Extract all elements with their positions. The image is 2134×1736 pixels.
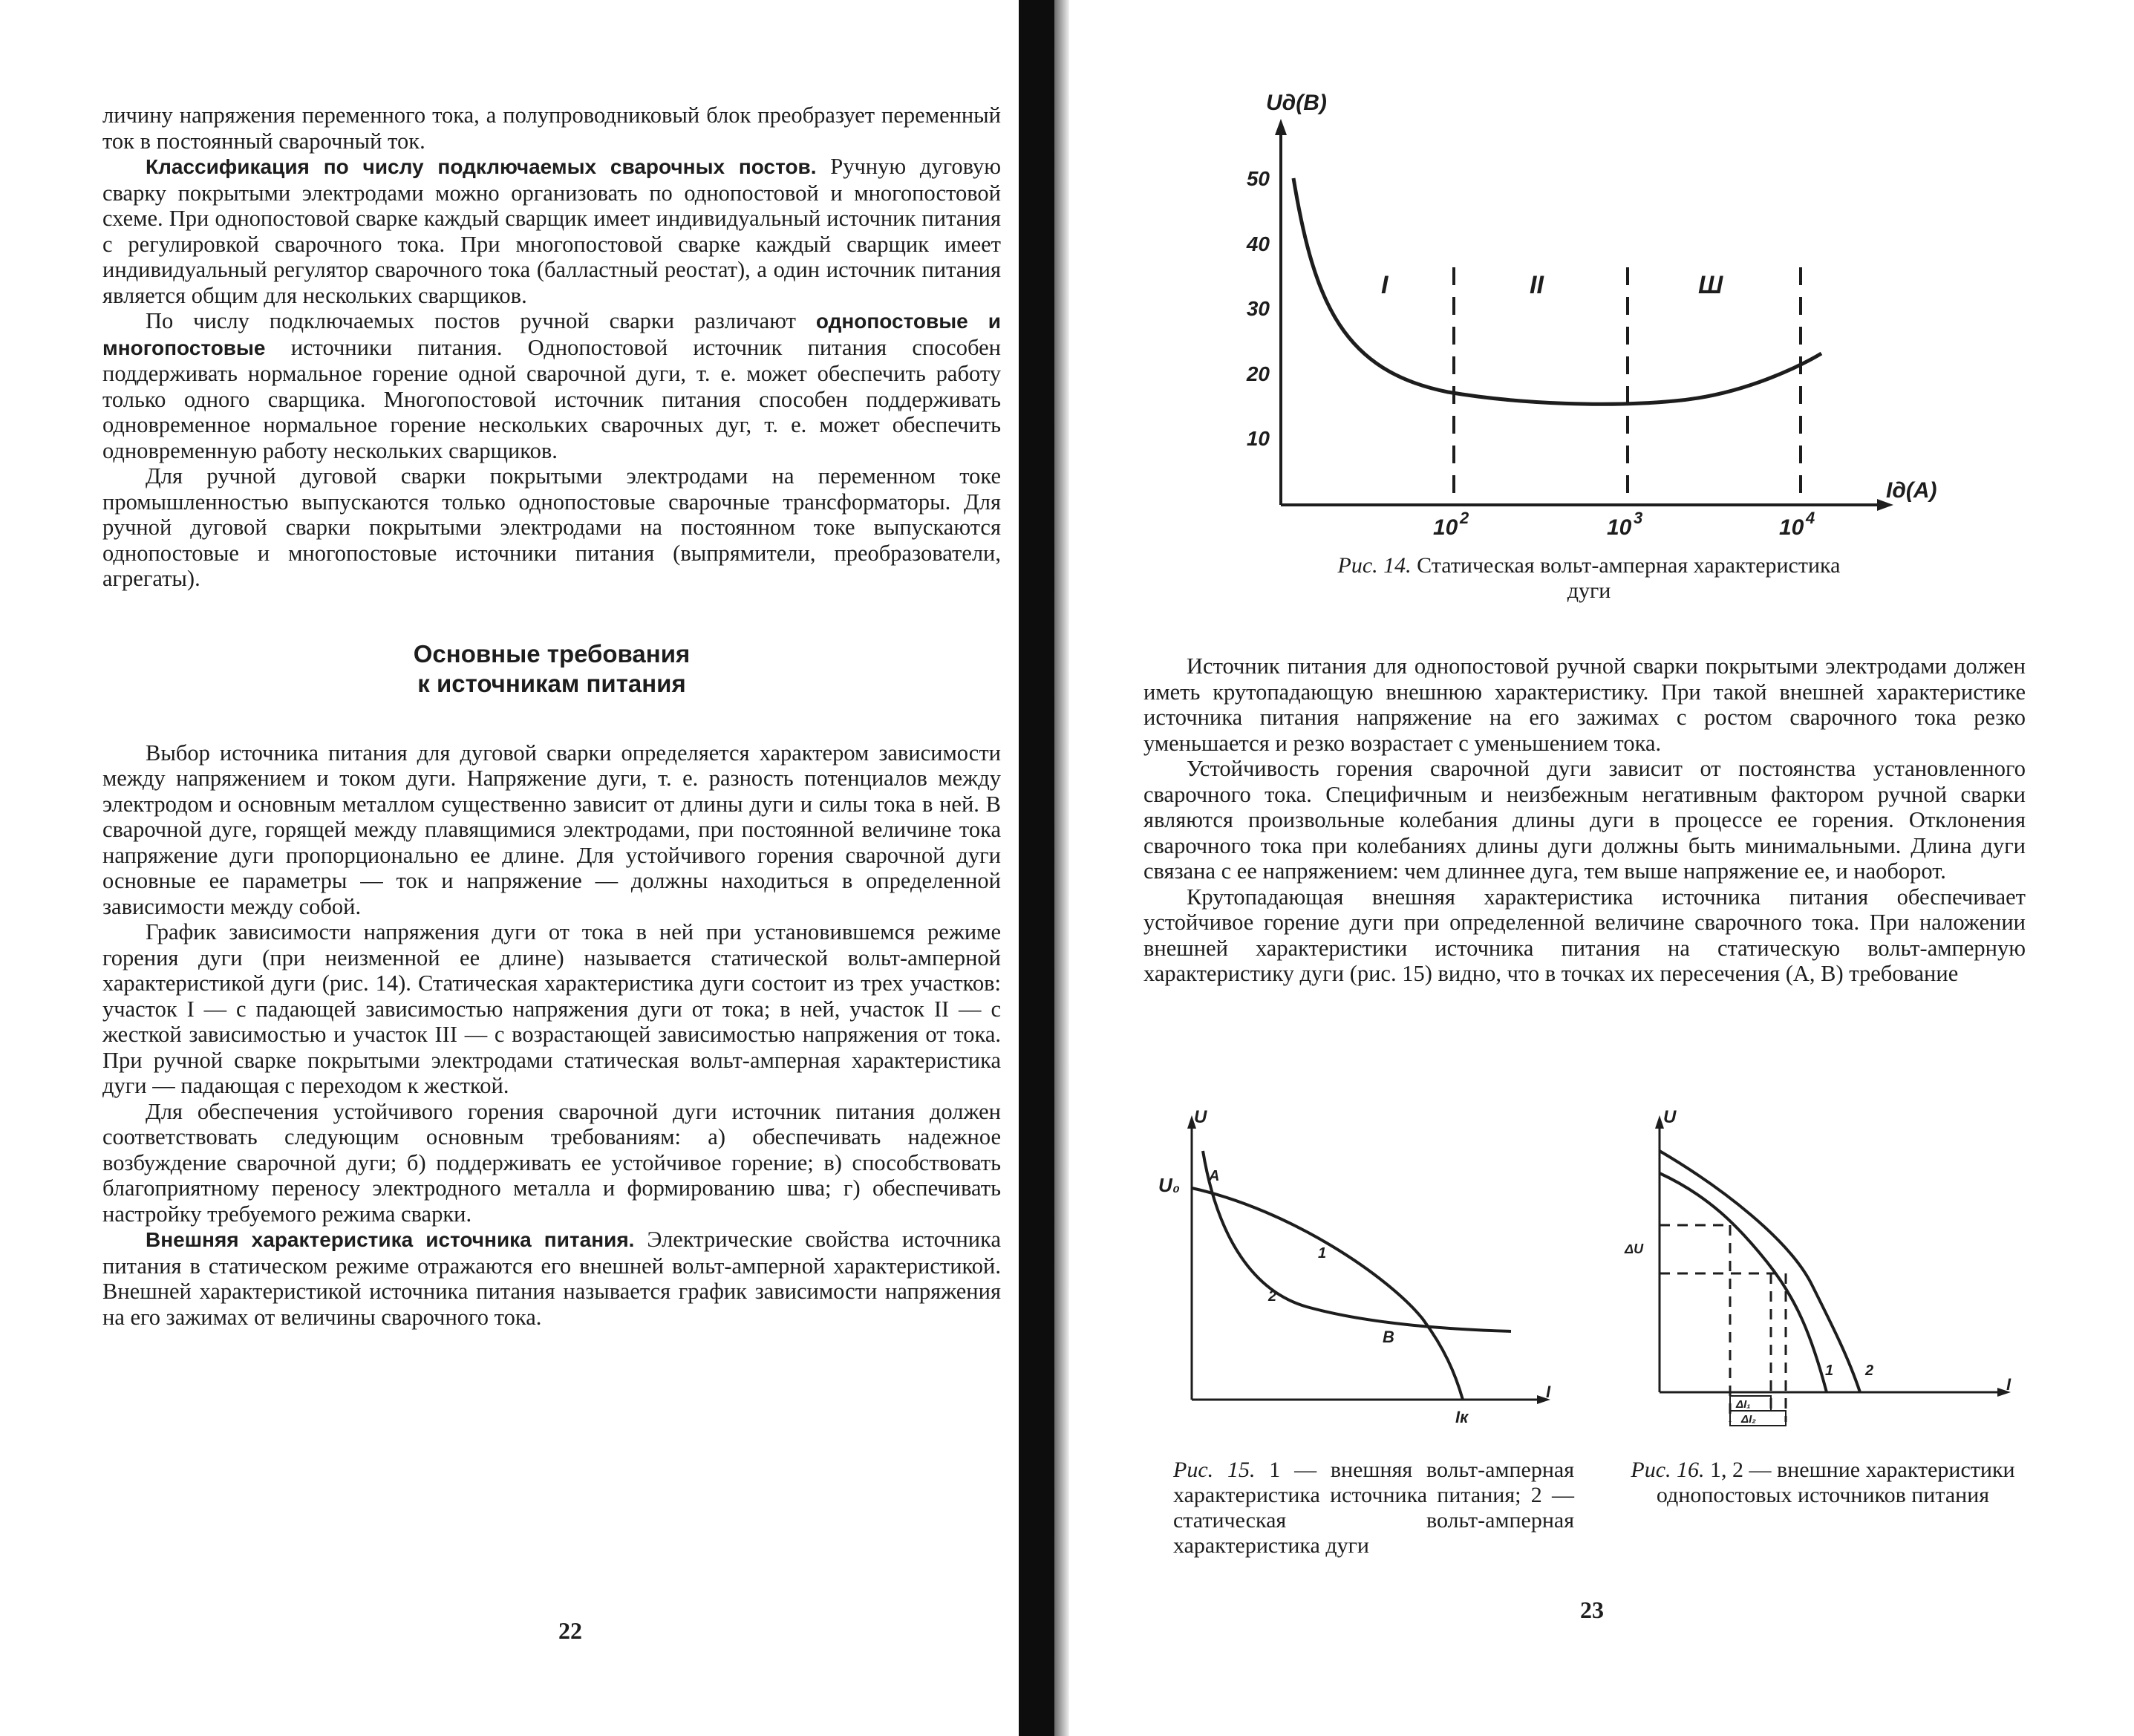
x-tick-exponent: 3 (1634, 509, 1643, 527)
bold-term: Классификация по числу подключаемых сварочных постов. (146, 155, 817, 178)
figure-14-caption (1218, 553, 1960, 604)
u0-label: U₀ (1158, 1174, 1181, 1196)
paragraph: Выбор источника питания для дуговой сварки определяется характером зависимости между напряжением и током дуги. Напряжение дуги, т. е. разность потенциалов между электродом и основным металлом существенно зависит от длины дуги и силы тока в ней. В сварочной дуге, горящей между плавящимися электродами, при постоянной величине тока напряжение дуги пропорционально ее длине. Для устойчивого горения сварочной дуги основные ее параметры — ток и напряжение — должны находиться в определенной зависимости между собой. (102, 740, 1001, 919)
paragraph-text: Ручную дуговую сварку покрытыми электродами можно организовать по однопостовой и многопостовой схеме. При однопостовой сварке каждый сварщик имеет индивидуальный источник питания с регулировкой сварочного тока. При многопостовой сварке каждый сварщик имеет индивидуальный регулятор сварочного тока (балластный реостат), а один источник питания является общим для нескольких сварщиков. (102, 154, 1002, 308)
right-page (1143, 653, 2026, 987)
paragraph: Устойчивость горения сварочной дуги зависит от постоянства установленного сварочного тока. Специфичным и неизбежным негативным фактором ручной сварки являются произвольные колебания длины дуги в процессе ее горения. Отклонения сварочного тока при колебаниях длины дуги должны быть минимальными. Длина дуги связана с ее напряжением: чем длиннее дуга, тем выше напряжение ее, и наоборот. (1143, 756, 2026, 884)
caption-text: дуги (1567, 578, 1611, 603)
delta-u-label: ΔU (1625, 1241, 1644, 1256)
point-a-label: A (1209, 1168, 1220, 1184)
paragraph: Крутопадающая внешняя характеристика источника питания обеспечивает устойчивое горение дуги при определенной величине сварочного тока. При наложении внешней характеристики источника питания на статическую вольт-амперную характеристику дуги (рис. 15) видно, что в точках их пересечения (А, В) требование (1143, 884, 2026, 986)
region-label: Ш (1698, 271, 1723, 299)
paragraph: Источник питания для однопостовой ручной сварки покрытыми электродами должен иметь крутопадающую внешнюю характеристику. При такой внешней характеристике источника питания напряжение на его зажимах с ростом сварочного тока резко уменьшается и резко возрастает с уменьшением тока. (1143, 653, 2026, 756)
y-tick-label: 40 (1246, 232, 1270, 255)
x-tick-exponent: 2 (1460, 509, 1469, 527)
paragraph-posts (102, 308, 1001, 463)
figure-16-caption (1619, 1458, 2027, 1508)
book-gutter (1019, 0, 1054, 1736)
heading-line: Основные требования (413, 639, 691, 668)
caption-text: Статическая вольт-амперная характеристика (1411, 553, 1841, 578)
curve-2-label: 2 (1865, 1363, 1874, 1379)
paragraph-classification (102, 154, 1001, 308)
page-number-left: 22 (558, 1617, 582, 1644)
y-axis-label: Uд(В) (1266, 91, 1327, 115)
caption-label: Рис. 15. (1173, 1458, 1256, 1482)
caption-text: 1, 2 — внешние характеристики однопостовых источников питания (1656, 1458, 2015, 1507)
curve-2-label: 2 (1268, 1288, 1277, 1305)
delta-i1-label: ΔI₁ (1736, 1398, 1751, 1411)
y-tick-label: 30 (1246, 297, 1270, 320)
x-tick-exponent: 4 (1806, 509, 1815, 527)
region-label: I (1381, 271, 1389, 299)
figure-16-chart (1619, 1106, 2035, 1448)
curve-2 (1203, 1151, 1511, 1331)
curve-1-label: 1 (1318, 1245, 1327, 1262)
y-tick-label: 50 (1246, 167, 1270, 190)
x-axis-label: Iд(А) (1886, 478, 1937, 503)
x-tick-label: 10 (1779, 515, 1804, 540)
ik-label: Iк (1455, 1408, 1469, 1426)
figure-15-caption (1173, 1458, 1574, 1559)
paragraph: Для ручной дуговой сварки покрытыми электродами на переменном токе промышленностью выпускаются только однопостовые сварочные трансформаторы. Для ручной дуговой сварки покрытыми электродами на постоянном токе выпускаются однопостовые и многопостовые источники питания (выпрямители, преобразователи, агрегаты). (102, 463, 1001, 591)
left-page (102, 102, 1001, 1330)
caption-text: 1 — внешняя вольт-амперная характеристика источника питания; 2 — статическая вольт-амперная характеристика дуги (1173, 1458, 1574, 1558)
caption-label: Рис. 14. (1337, 553, 1412, 578)
paragraph-external-char (102, 1227, 1001, 1330)
x-tick-label: 10 (1433, 515, 1458, 540)
y-tick-label: 10 (1246, 427, 1270, 450)
paragraph-text: По числу подключаемых постов ручной сварки различают (146, 308, 816, 333)
curve-2 (1660, 1151, 1860, 1392)
paragraph-text: Электрические свойства источника питания в статическом режиме отражаются его внешней вольт-амперной характеристикой. Внешней характеристикой источника питания называется график зависимости напряжения на его зажимах от величины сварочного тока. (102, 1227, 1001, 1330)
paragraph: График зависимости напряжения дуги от тока в ней при установившемся режиме горения дуги (при неизменной ее длине) называется статической вольт-амперной характеристикой дуги (рис. 14). Статическая характеристика дуги состоит из трех участков: участок I — с падающей зависимостью напряжения дуги от тока; в ней, участок II — с жесткой зависимостью и участок III — с возрастающей зависимостью напряжения от тока. При ручной сварке покрытыми электродами статическая вольт-амперная характеристика дуги — падающая с переходом к жесткой. (102, 919, 1001, 1098)
arc-characteristic-curve (1293, 178, 1821, 404)
heading-line: к источникам питания (417, 669, 686, 697)
paragraph: Для обеспечения устойчивого горения сварочной дуги источник питания должен соответствовать следующим основным требованиям: а) обеспечивать надежное возбуждение сварочной дуги; б) поддерживать ее устойчивое горение; в) способствовать благоприятному переносу электродного металла и формированию шва; г) обеспечивать настройку требуемого режима сварки. (102, 1098, 1001, 1227)
paragraph-text: источники питания. Однопостовой источник питания способен поддерживать нормальное горение одной сварочной дуги, т. е. может обеспечить работу только одного сварщика. Многопостовой источник питания способен поддерживать одновременное нормальное горение нескольких сварочных дуг, т. е. может обеспечить одновременную работу нескольких сварщиков. (102, 334, 1001, 463)
caption-label: Рис. 16. (1631, 1458, 1705, 1482)
y-tick-label: 20 (1246, 362, 1270, 385)
curve-1 (1660, 1173, 1827, 1392)
x-axis-label: I (1546, 1383, 1551, 1401)
y-axis-label: U (1194, 1107, 1207, 1127)
figure-15-chart (1158, 1106, 1574, 1433)
x-axis-label: I (2006, 1375, 2011, 1394)
delta-i2-label: ΔI₂ (1741, 1413, 1756, 1426)
section-heading (102, 639, 1001, 699)
point-b-label: В (1383, 1328, 1394, 1346)
bold-term: Внешняя характеристика источника питания. (146, 1228, 635, 1251)
curve-1-label: 1 (1825, 1363, 1834, 1379)
figure-14-chart (1136, 89, 1953, 549)
region-label: II (1530, 271, 1544, 299)
x-tick-label: 10 (1607, 515, 1632, 540)
curve-1 (1192, 1188, 1463, 1400)
gutter-shadow (1054, 0, 1069, 1736)
y-axis-label: U (1663, 1107, 1677, 1127)
paragraph: личину напряжения переменного тока, а полупроводниковый блок преобразует переменный ток в постоянный сварочный ток. (102, 102, 1001, 154)
page-number-right: 23 (1580, 1596, 1604, 1623)
bold-term: однопостовые и многопостовые (102, 310, 1001, 359)
